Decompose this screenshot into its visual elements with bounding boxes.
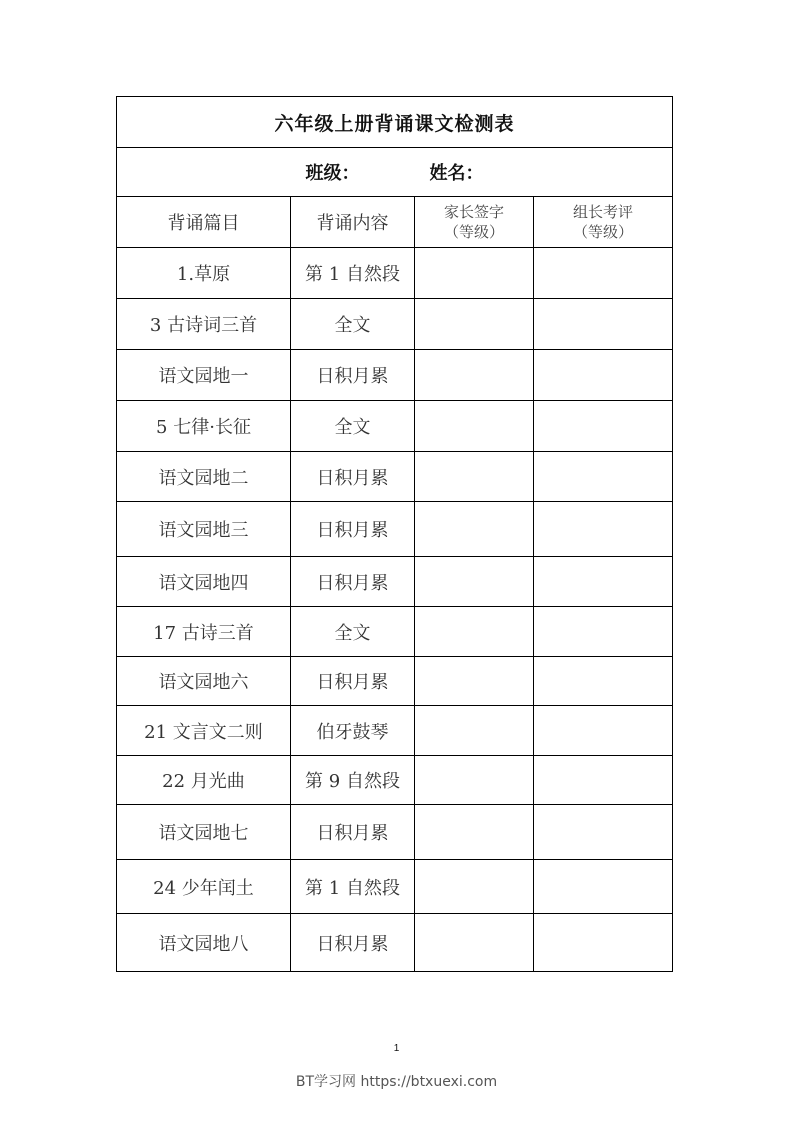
- table-row: [117, 452, 673, 502]
- row-item: 语文园地七: [117, 805, 291, 860]
- parent-signature-cell: [415, 401, 534, 452]
- row-item: 语文园地八: [117, 914, 291, 972]
- page-number: 1: [393, 1043, 400, 1054]
- row-item: 1.草原: [117, 248, 291, 299]
- row-content: 日积月累: [291, 914, 415, 972]
- table-row: [117, 706, 673, 756]
- row-content: 日积月累: [291, 557, 415, 607]
- table-row: [117, 914, 673, 972]
- table-row: [117, 805, 673, 860]
- header-parent-line2: （等级）: [443, 223, 504, 241]
- leader-evaluation-cell: [534, 350, 673, 401]
- table-row: [117, 248, 673, 299]
- leader-evaluation-cell: [534, 657, 673, 706]
- table-row: [117, 657, 673, 706]
- table-row: [117, 350, 673, 401]
- leader-evaluation-cell: [534, 502, 673, 557]
- row-item: 24 少年闰土: [117, 860, 291, 914]
- row-content: 日积月累: [291, 452, 415, 502]
- row-content: 全文: [291, 607, 415, 657]
- header-item: 背诵篇目: [117, 197, 291, 248]
- row-content: 伯牙鼓琴: [291, 706, 415, 756]
- leader-evaluation-cell: [534, 401, 673, 452]
- leader-evaluation-cell: [534, 248, 673, 299]
- row-content: 日积月累: [291, 502, 415, 557]
- row-content: 全文: [291, 401, 415, 452]
- row-item: 语文园地三: [117, 502, 291, 557]
- row-item: 3 古诗词三首: [117, 299, 291, 350]
- parent-signature-cell: [415, 299, 534, 350]
- parent-signature-cell: [415, 502, 534, 557]
- table-row: [117, 557, 673, 607]
- row-content: 全文: [291, 299, 415, 350]
- leader-evaluation-cell: [534, 860, 673, 914]
- table-row: [117, 860, 673, 914]
- header-parent-signature: [415, 197, 534, 248]
- row-item: 21 文言文二则: [117, 706, 291, 756]
- header-leader-line2: （等级）: [572, 223, 633, 241]
- leader-evaluation-cell: [534, 805, 673, 860]
- header-leader-evaluation: [534, 197, 673, 248]
- row-item: 语文园地四: [117, 557, 291, 607]
- row-item: 语文园地六: [117, 657, 291, 706]
- parent-signature-cell: [415, 452, 534, 502]
- leader-evaluation-cell: [534, 299, 673, 350]
- leader-evaluation-cell: [534, 914, 673, 972]
- table-row: [117, 756, 673, 805]
- table-row: [117, 401, 673, 452]
- row-item: 5 七律·长征: [117, 401, 291, 452]
- table-title: 六年级上册背诵课文检测表: [117, 97, 673, 148]
- header-parent-line1: 家长签字: [443, 203, 504, 221]
- parent-signature-cell: [415, 350, 534, 401]
- parent-signature-cell: [415, 607, 534, 657]
- parent-signature-cell: [415, 805, 534, 860]
- parent-signature-cell: [415, 557, 534, 607]
- row-content: 第 9 自然段: [291, 756, 415, 805]
- header-row: [117, 197, 673, 248]
- table-row: [117, 502, 673, 557]
- row-item: 语文园地一: [117, 350, 291, 401]
- table-row: [117, 299, 673, 350]
- leader-evaluation-cell: [534, 756, 673, 805]
- row-content: 第 1 自然段: [291, 860, 415, 914]
- title-row: [117, 97, 673, 148]
- leader-evaluation-cell: [534, 557, 673, 607]
- name-label: 姓名：: [429, 163, 484, 184]
- row-content: 日积月累: [291, 657, 415, 706]
- parent-signature-cell: [415, 706, 534, 756]
- class-label: 班级：: [305, 163, 360, 184]
- parent-signature-cell: [415, 756, 534, 805]
- leader-evaluation-cell: [534, 706, 673, 756]
- parent-signature-cell: [415, 860, 534, 914]
- table-row: [117, 607, 673, 657]
- row-content: 日积月累: [291, 805, 415, 860]
- info-row: [117, 148, 673, 197]
- parent-signature-cell: [415, 657, 534, 706]
- row-content: 日积月累: [291, 350, 415, 401]
- row-item: 语文园地二: [117, 452, 291, 502]
- recitation-check-table: [116, 96, 673, 972]
- parent-signature-cell: [415, 248, 534, 299]
- class-name-cell: [117, 148, 673, 197]
- leader-evaluation-cell: [534, 607, 673, 657]
- row-content: 第 1 自然段: [291, 248, 415, 299]
- leader-evaluation-cell: [534, 452, 673, 502]
- header-content: 背诵内容: [291, 197, 415, 248]
- footer-source: BT学习网 https://btxuexi.com: [295, 1074, 498, 1090]
- header-leader-line1: 组长考评: [572, 203, 633, 221]
- parent-signature-cell: [415, 914, 534, 972]
- row-item: 17 古诗三首: [117, 607, 291, 657]
- row-item: 22 月光曲: [117, 756, 291, 805]
